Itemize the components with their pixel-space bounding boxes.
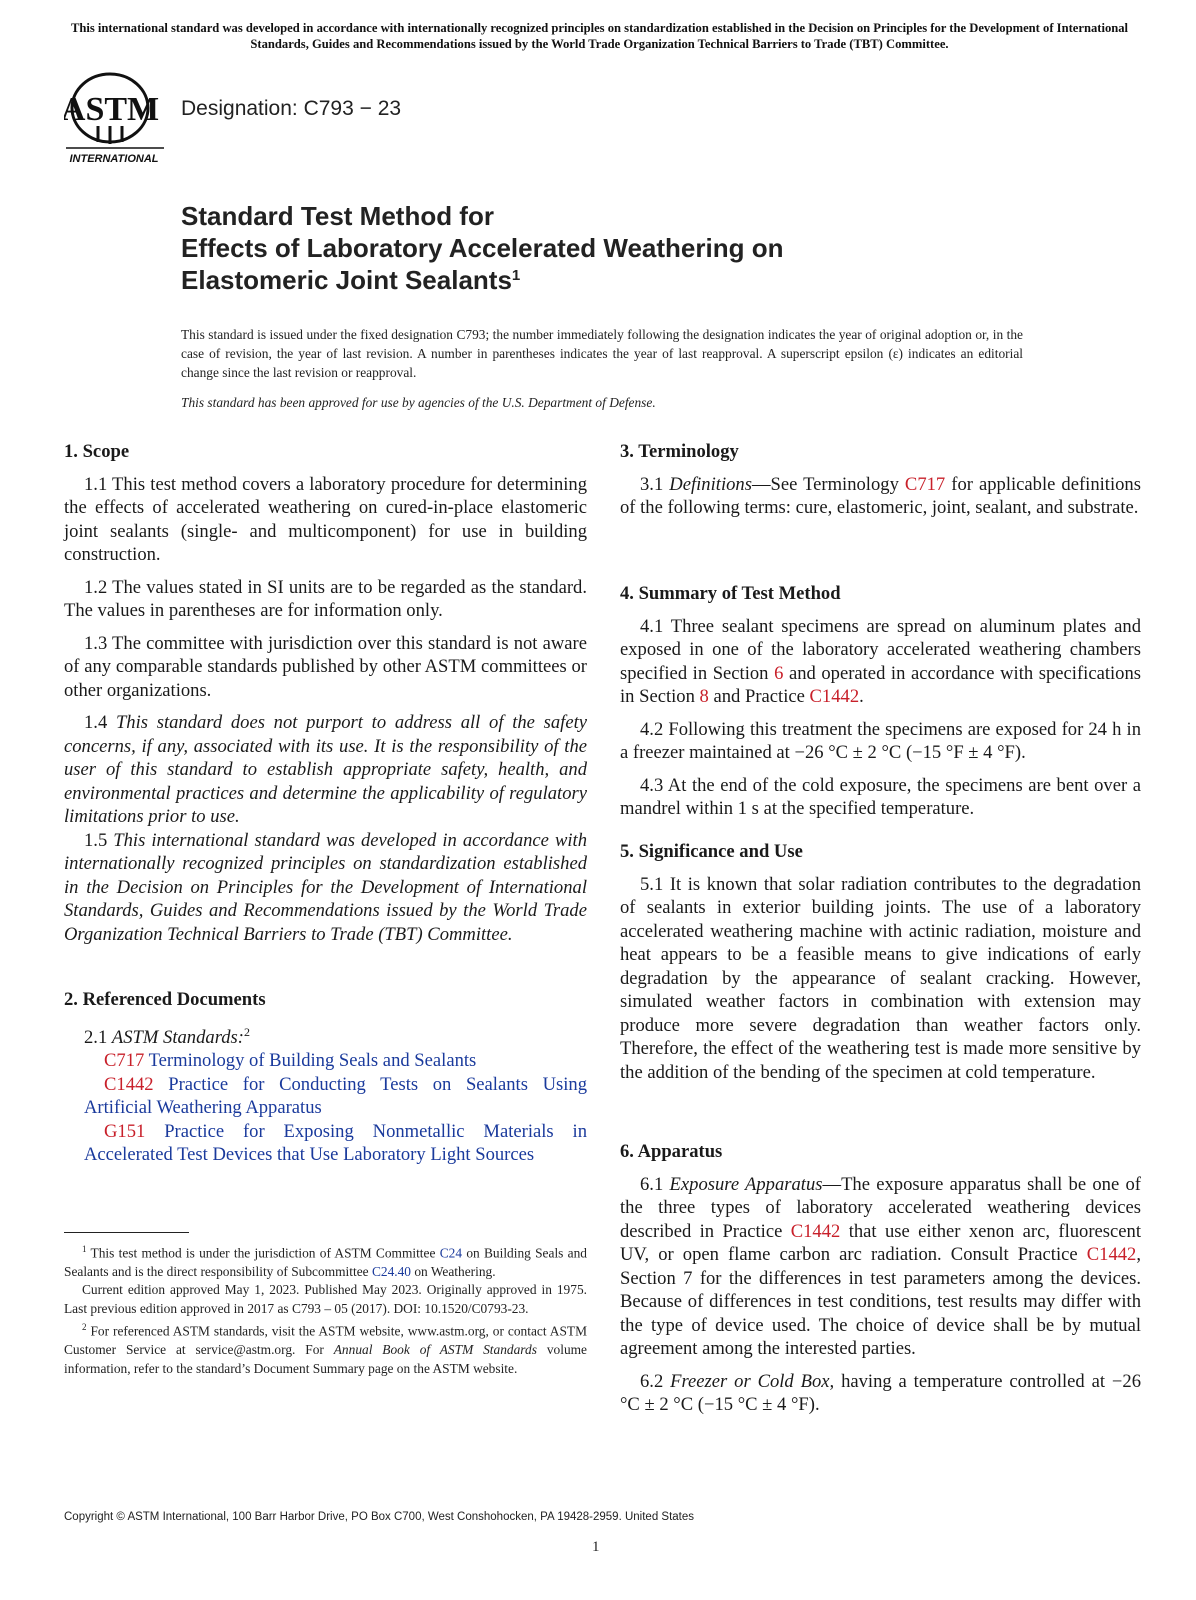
- significance-heading: 5. Significance and Use: [620, 841, 803, 862]
- summary-section: [620, 582, 1141, 821]
- scope-1-1: 1.1 This test method covers a laboratory procedure for determining the effects of accelerated weathering on cured-in-place elastomeric joint sealants (single- and multicomponent) for use in building construction.: [64, 473, 587, 565]
- scope-section: [64, 440, 587, 946]
- link-c717[interactable]: C717: [904, 473, 946, 495]
- apparatus-6-1: 6.1 Exposure Apparatus—The exposure apparatus shall be one of the three types of laboratory accelerated weathering devices described in Practice C1442 that use either xenon arc, fluorescent UV, or open flame carbon arc radiation. Consult Practice C1442, Section 7 for the differences in test parameters among the devices. Because of differences in test conditions, test results may differ with the type of device used. The choice of device shall be by mutual agreement among the interested parties.: [620, 1173, 1141, 1359]
- footnote-1: $^1$ This test method is under the jurisdiction of ASTM Committee C24 on Building Seals and Sealants and is the direct responsibility of Subcommittee C24.40 on Weathering.: [64, 1244, 587, 1279]
- significance-section: [620, 840, 1141, 1084]
- footnote-rule: [64, 1232, 189, 1233]
- scope-1-2: 1.2 The values stated in SI units are to be regarded as the standard. The values in parentheses are for information only.: [64, 576, 587, 621]
- designation: Designation: C793 − 23: [181, 97, 402, 120]
- title-footnote-mark: 1: [511, 267, 521, 284]
- issuance-note: This standard is issued under the fixed designation C793; the number immediately following the designation indicates the year of original adoption or, in the case of revision, the year of last revision. A number in parentheses indicates the year of last reapproval. A superscript epsilon (ε) indicates an editorial change since the last revision or reapproval.: [181, 327, 1023, 380]
- link-c1442-a[interactable]: C1442: [790, 1220, 841, 1242]
- page-number: 1: [592, 1539, 600, 1555]
- terminology-3-1: 3.1 Definitions—See Terminology C717 for applicable definitions of the following terms: cure, elastomeric, joint, sealant, and substrate.: [620, 473, 1141, 518]
- scope-1-4: 1.4 This standard does not purport to address all of the safety concerns, if any, associated with its use. It is the responsibility of the user of this standard to establish appropriate safety, health, and environmental practices and determine the applicability of regulatory limitations prior to use.: [64, 712, 587, 827]
- significance-5-1: 5.1 It is known that solar radiation contributes to the degradation of sealants in exterior building joints. The use of a laboratory accelerated weathering machine with actinic radiation, moisture and heat appears to be a feasible means to give indications of early degradation by the appearance of sealant cracking. However, simulated weather factors in combination with extension may produce more severe degradation than weather factors only. Therefore, the effect of the weathering test is made more sensitive by the addition of the bending of the specimen at cold temperature.: [620, 873, 1141, 1083]
- link-c24-40[interactable]: C24.40: [371, 1263, 411, 1279]
- link-c1442[interactable]: C1442: [809, 686, 860, 707]
- link-c24[interactable]: C24: [439, 1245, 463, 1261]
- svg-text:ASTM: ASTM: [64, 91, 160, 128]
- copyright-line: Copyright © ASTM International, 100 Barr Harbor Drive, PO Box C700, West Conshohocken, PA 19428-2959. United States: [64, 1511, 695, 1523]
- terminology-section: [620, 440, 1141, 520]
- svg-text:INTERNATIONAL: INTERNATIONAL: [69, 153, 159, 165]
- referenced-section: [64, 988, 587, 1167]
- footnotes: [64, 1240, 587, 1378]
- ref-item-c1442[interactable]: C1442 Practice for Conducting Tests on Sealants Using Artificial Weathering Apparatus: [84, 1073, 587, 1119]
- scope-heading: 1. Scope: [64, 441, 130, 462]
- footnote-edition: Current edition approved May 1, 2023. Published May 2023. Originally approved in 1975. Last previous edition approved in 2017 as C793 – 05 (2017). DOI: 10.1520/C0793-23.: [64, 1282, 587, 1316]
- title-line-1: Standard Test Method for: [181, 201, 494, 231]
- ref-item-c717[interactable]: C717 Terminology of Building Seals and Sealants: [104, 1050, 477, 1072]
- terminology-heading: 3. Terminology: [620, 441, 739, 462]
- scope-1-3: 1.3 The committee with jurisdiction over this standard is not aware of any comparable standards published by other ASTM committees or other organizations.: [64, 632, 587, 701]
- document-title: [181, 200, 783, 296]
- astm-logo: [64, 68, 174, 168]
- link-section-6[interactable]: 6: [774, 662, 784, 684]
- footnote-2: $^2$ For referenced ASTM standards, visit the ASTM website, www.astm.org, or contact ASTM Customer Service at service@astm.org. For Annual Book of ASTM Standards volume information, refer to the standard’s Document Summary page on the ASTM website.: [64, 1322, 587, 1376]
- link-c1442-b[interactable]: C1442: [1086, 1244, 1137, 1265]
- title-line-3: Elastomeric Joint Sealants: [181, 265, 512, 295]
- summary-4-3: 4.3 At the end of the cold exposure, the specimens are bent over a mandrel within 1 s at the specified temperature.: [620, 774, 1141, 819]
- scope-1-5: 1.5 This international standard was developed in accordance with internationally recognized principles on standardization established in the Decision on Principles for the Development of International Standards, Guides and Recommendations issued by the World Trade Organization Technical Barriers to Trade (TBT) Committee.: [64, 829, 587, 945]
- dod-note: This standard has been approved for use by agencies of the U.S. Department of Defense.: [181, 395, 656, 410]
- title-line-2: Effects of Laboratory Accelerated Weathering on: [181, 233, 784, 263]
- link-section-8[interactable]: 8: [699, 686, 709, 707]
- summary-heading: 4. Summary of Test Method: [620, 583, 841, 604]
- apparatus-section: [620, 1140, 1141, 1417]
- referenced-heading: 2. Referenced Documents: [64, 989, 266, 1010]
- astm-standards-label: 2.1 ASTM Standards:$^2$: [84, 1024, 250, 1048]
- apparatus-heading: 6. Apparatus: [620, 1141, 723, 1162]
- ref-item-g151[interactable]: G151 Practice for Exposing Nonmetallic Materials in Accelerated Test Devices that Use Laboratory Light Sources: [84, 1120, 587, 1166]
- summary-4-2: 4.2 Following this treatment the specimens are exposed for 24 h in a freezer maintained at −26 °C ± 2 °C (−15 °F ± 4 °F).: [620, 718, 1141, 763]
- summary-4-1: 4.1 Three sealant specimens are spread on aluminum plates and exposed in one of the laboratory accelerated weathering chambers specified in Section 6 and operated in accordance with specifications in Section 8 and Practice C1442.: [620, 615, 1141, 707]
- apparatus-6-2: 6.2 Freezer or Cold Box, having a temperature controlled at −26 °C ± 2 °C (−15 °C ± 4 °F).: [620, 1370, 1141, 1415]
- wto-banner: This international standard was developed in accordance with internationally recognized principles on standardization established in the Decision on Principles for the Development of International Standards, Guides and Recommendations issued by the World Trade Organization Technical Barriers to Trade (TBT) Committee.: [70, 21, 1129, 51]
